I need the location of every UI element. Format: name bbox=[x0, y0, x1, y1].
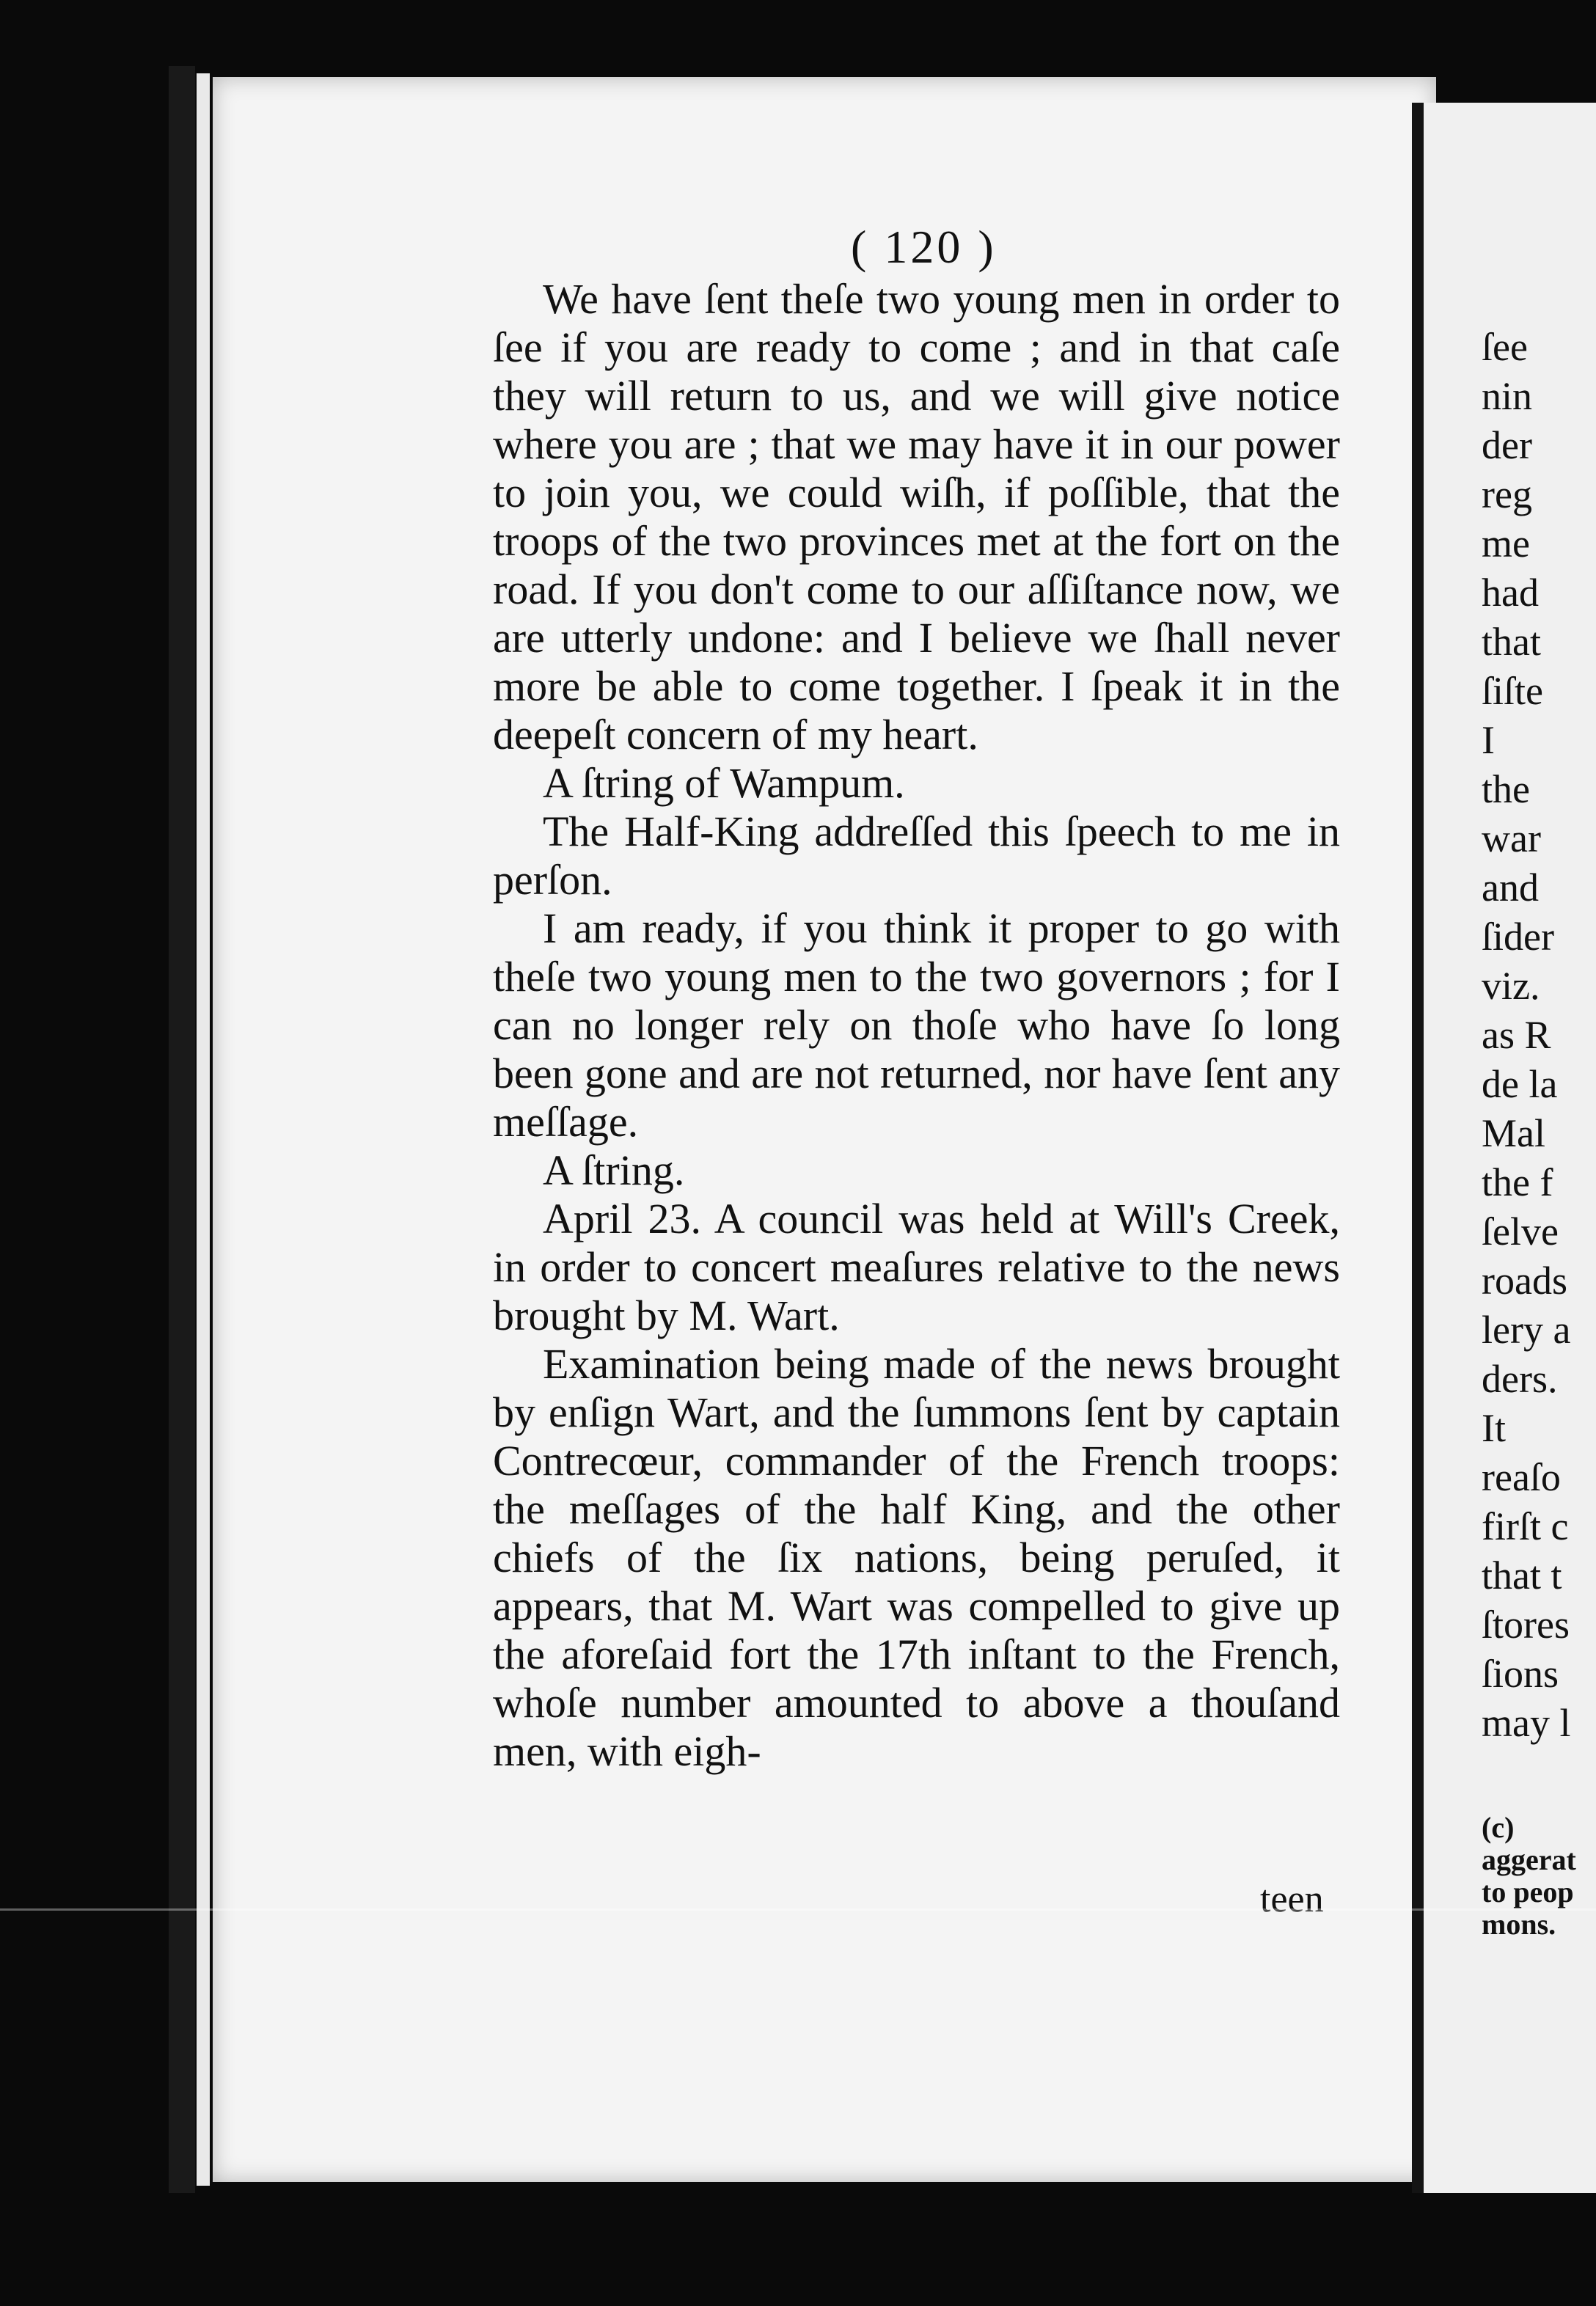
right-page-line: may l bbox=[1482, 1701, 1571, 1745]
right-page-line: de la bbox=[1482, 1062, 1558, 1106]
page-body bbox=[493, 275, 1340, 1776]
right-page-note-line: (c) bbox=[1482, 1812, 1515, 1844]
right-page-line: the f bbox=[1482, 1160, 1553, 1204]
right-page-note-line: mons. bbox=[1482, 1908, 1556, 1941]
right-page-note-line: to peop bbox=[1482, 1875, 1574, 1908]
right-page-line: ders. bbox=[1482, 1357, 1558, 1401]
right-page-line: ſelve bbox=[1482, 1209, 1559, 1253]
page-edge bbox=[197, 73, 210, 2186]
paragraph: We have ſent theſe two young men in order to ſee if you are ready to come ; and in that caſe they will return to us, and we will give notice where you are ; that we may have it in our power to join you, we could wiſh, if poſſible, that the troops of the two provinces met at the fort on the road. If you don't come to our aſſiſtance now, we are utterly undone: and I believe we ſhall never more be able to come together. I ſpeak it in the deepeſt concern of my heart. bbox=[493, 275, 1340, 758]
right-page-line: Mal bbox=[1482, 1111, 1545, 1155]
page-number: ( 120 ) bbox=[851, 221, 997, 273]
right-page-line: ſions bbox=[1482, 1652, 1559, 1696]
paragraph: A ſtring of Wampum. bbox=[543, 759, 905, 807]
paragraph: I am ready, if you think it proper to go with theſe two young men to the two governors ; for I can no longer rely on thoſe who have ſo long been gone and are not returned, nor have ſent any meſſage. bbox=[493, 904, 1340, 1146]
paragraph: A ſtring. bbox=[543, 1146, 685, 1194]
right-page-line: that bbox=[1482, 620, 1541, 664]
right-page-line: ſiſte bbox=[1482, 669, 1543, 713]
right-page-line: had bbox=[1482, 571, 1539, 615]
right-page-line: reaſo bbox=[1482, 1455, 1561, 1499]
right-page-line: firſt c bbox=[1482, 1504, 1569, 1548]
right-page-line: viz. bbox=[1482, 964, 1540, 1008]
right-page-line: that t bbox=[1482, 1553, 1562, 1597]
scan-artifact-line bbox=[0, 1908, 1596, 1911]
right-page-footnote bbox=[1482, 1812, 1596, 1941]
paragraph: April 23. A council was held at Will's Creek, in order to concert meaſures relative to the news brought by M. Wart. bbox=[493, 1195, 1340, 1339]
right-page-text bbox=[1482, 323, 1596, 1748]
right-page-line: I bbox=[1482, 718, 1495, 762]
right-page-line: the bbox=[1482, 767, 1530, 811]
right-page-line: ſider bbox=[1482, 915, 1554, 959]
right-page-line: der bbox=[1482, 423, 1532, 467]
right-page-line: reg bbox=[1482, 472, 1532, 516]
right-page-line: and bbox=[1482, 865, 1539, 909]
catchword: teen bbox=[1260, 1878, 1324, 1920]
book-spine bbox=[169, 66, 195, 2193]
right-page-line: It bbox=[1482, 1406, 1506, 1450]
right-page-line: me bbox=[1482, 521, 1530, 565]
paragraph: The Half-King addreſſed this ſpeech to me in perſon. bbox=[493, 808, 1340, 904]
right-page-line: nin bbox=[1482, 374, 1533, 418]
right-page-line: lery a bbox=[1482, 1308, 1571, 1352]
right-page-line: ſee bbox=[1482, 325, 1528, 369]
right-page-line: roads bbox=[1482, 1259, 1567, 1303]
right-page-line: as R bbox=[1482, 1013, 1551, 1057]
right-page-line: war bbox=[1482, 816, 1541, 860]
right-page-line: ſtores bbox=[1482, 1603, 1570, 1647]
paragraph: Examination being made of the news brought by enſign Wart, and the ſummons ſent by captain Contrecœur, commander of the French troops: the meſſages of the half King, and the other chiefs of the ſix nations, being peruſed, it appears, that M. Wart was compelled to give up the aforeſaid fort the 17th inſtant to the French, whoſe number amounted to above a thouſand men, with eigh- bbox=[493, 1340, 1340, 1775]
right-page-note-line: aggerat bbox=[1482, 1843, 1576, 1876]
